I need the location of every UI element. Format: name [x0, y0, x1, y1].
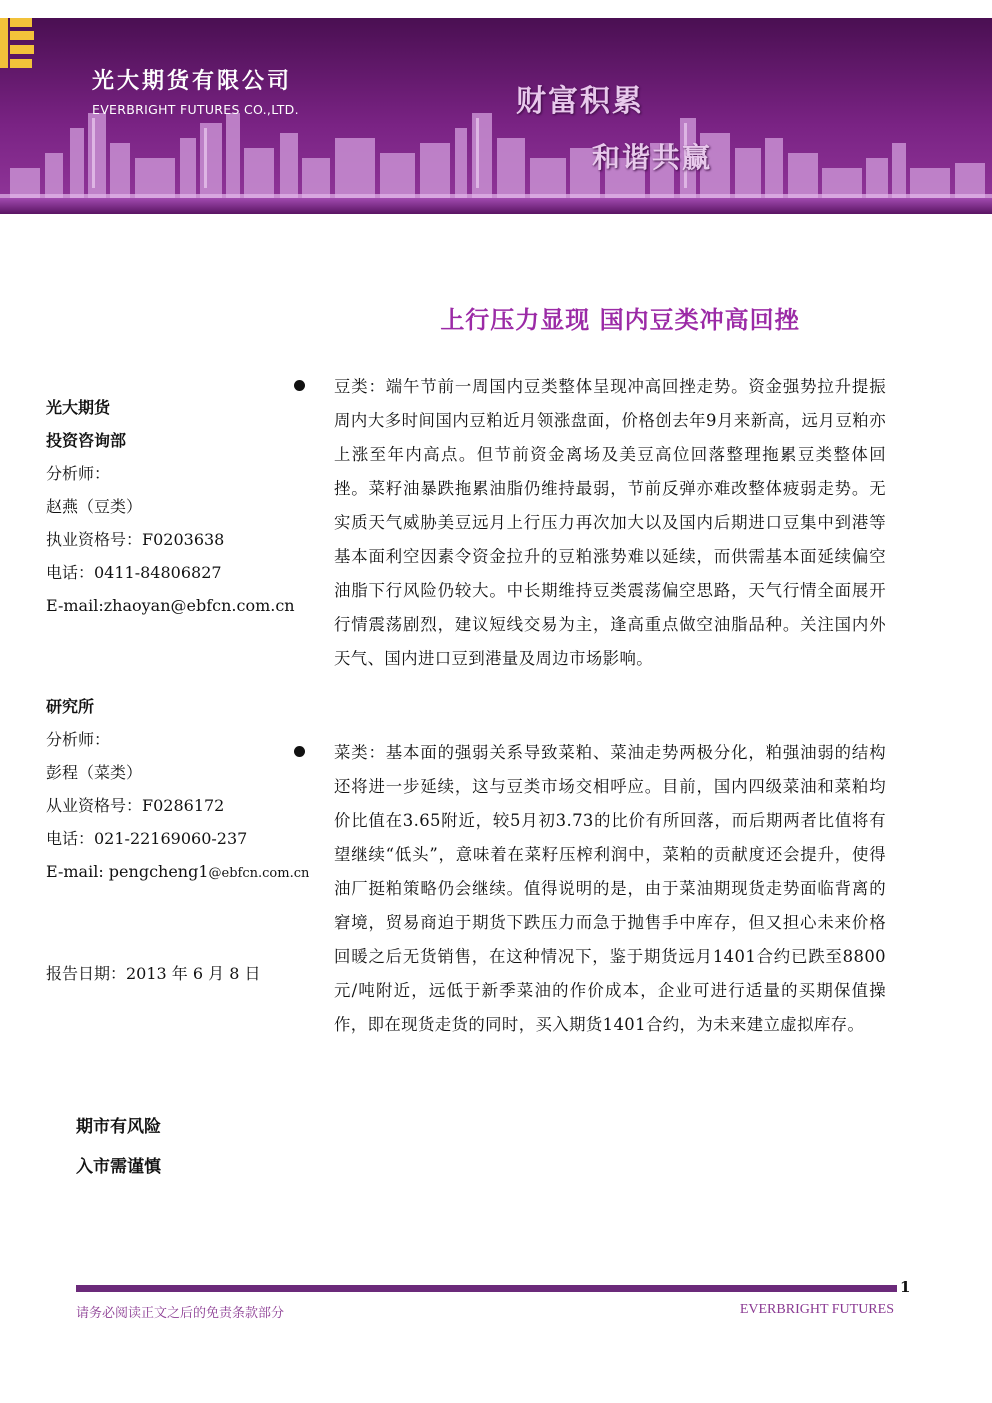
company-name-cn: 光大期货有限公司 [92, 69, 293, 94]
sidebar-contact-1 [46, 391, 336, 622]
analyst-phone: 电话：0411-84806827 [46, 563, 222, 582]
analyst-email: E-mail:zhaoyan@ebfcn.com.cn [46, 596, 295, 615]
analyst-name: 彭程（菜类） [46, 763, 143, 782]
email-domain: @ebfcn.com.cn [208, 866, 310, 881]
bullet-icon [294, 746, 305, 757]
risk-warning-1: 期市有风险 [76, 1117, 161, 1137]
analyst-license: 从业资格号：F0286172 [46, 796, 225, 815]
disclaimer-text: 请务必阅读正文之后的免责条款部分 [76, 1306, 285, 1321]
research-dept: 研究所 [46, 697, 95, 716]
org-name: 光大期货 [46, 398, 111, 417]
report-title: 上行压力显现 国内豆类冲高回挫 [440, 306, 800, 334]
analyst-label: 分析师： [46, 464, 111, 483]
section-text: 菜类：基本面的强弱关系导致菜粕、菜油走势两极分化，粕强油弱的结构还将进一步延续，这与豆类市场交相呼应。目前，国内四级菜油和菜粕均价比值在3.65附近，较5月初3.73的比价有所回落，而后期两者比值将有望继续“低头”，意味着在菜籽压榨利润中，菜粕的贡献度还会提升，使得油厂挺粕策略仍会继续。值得说明的是，由于菜油期现货走势面临背离的窘境，贸易商迫于期货下跌压力而急于抛售手中库存，但又担心未来价格回暖之后无货销售，在这种情况下，鉴于期货远月1401合约已跌至8800元/吨附近，远低于新季菜油的作价成本，企业可进行适量的买期保值操作，即在现货走货的同时，买入期货1401合约，为未来建立虚拟库存。 [334, 743, 886, 1034]
slogan-line-1: 财富积累 [516, 84, 644, 119]
page-number: 1 [900, 1278, 911, 1296]
section-text: 豆类：端午节前一周国内豆类整体呈现冲高回挫走势。资金强势拉升提振周内大多时间国内豆粕近月领涨盘面，价格创去年9月来新高，远月豆粕亦上涨至年内高点。但节前资金离场及美豆高位回落整理拖累豆类整体回挫。菜籽油暴跌拖累油脂仍维持最弱，节前反弹亦难改整体疲弱走势。无实质天气威胁美豆远月上行压力再次加大以及国内后期进口豆集中到港等基本面利空因素令资金拉升的豆粕涨势难以延续，而供需基本面延续偏空油脂下行风险仍较大。中长期维持豆类震荡偏空思路，天气行情全面展开行情震荡剧烈，建议短线交易为主，逢高重点做空油脂品种。关注国内外天气、国内进口豆到港量及周边市场影响。 [334, 377, 886, 668]
analyst-email [46, 855, 336, 888]
email-prefix: E-mail: pengcheng1 [46, 862, 209, 881]
footer-divider [76, 1285, 897, 1292]
analyst-label: 分析师： [46, 730, 111, 749]
analyst-name: 赵燕（豆类） [46, 497, 143, 516]
slogan-line-2: 和谐共赢 [592, 141, 713, 174]
bullet-icon [294, 380, 305, 391]
department-name: 投资咨询部 [46, 431, 127, 450]
report-date: 报告日期：2013 年 6 月 8 日 [46, 964, 261, 983]
analyst-phone: 电话：021-22169060-237 [46, 829, 248, 848]
everbright-logo-icon [0, 18, 34, 68]
report-date-block [46, 957, 336, 990]
sidebar-contact-2 [46, 690, 336, 888]
header-banner [0, 18, 992, 214]
risk-warning-2: 入市需谨慎 [76, 1157, 161, 1177]
company-name-en: EVERBRIGHT FUTURES CO.,LTD. [92, 102, 299, 117]
analyst-license: 执业资格号：F0203638 [46, 530, 225, 549]
footer-brand: EVERBRIGHT FUTURES [739, 1302, 894, 1317]
